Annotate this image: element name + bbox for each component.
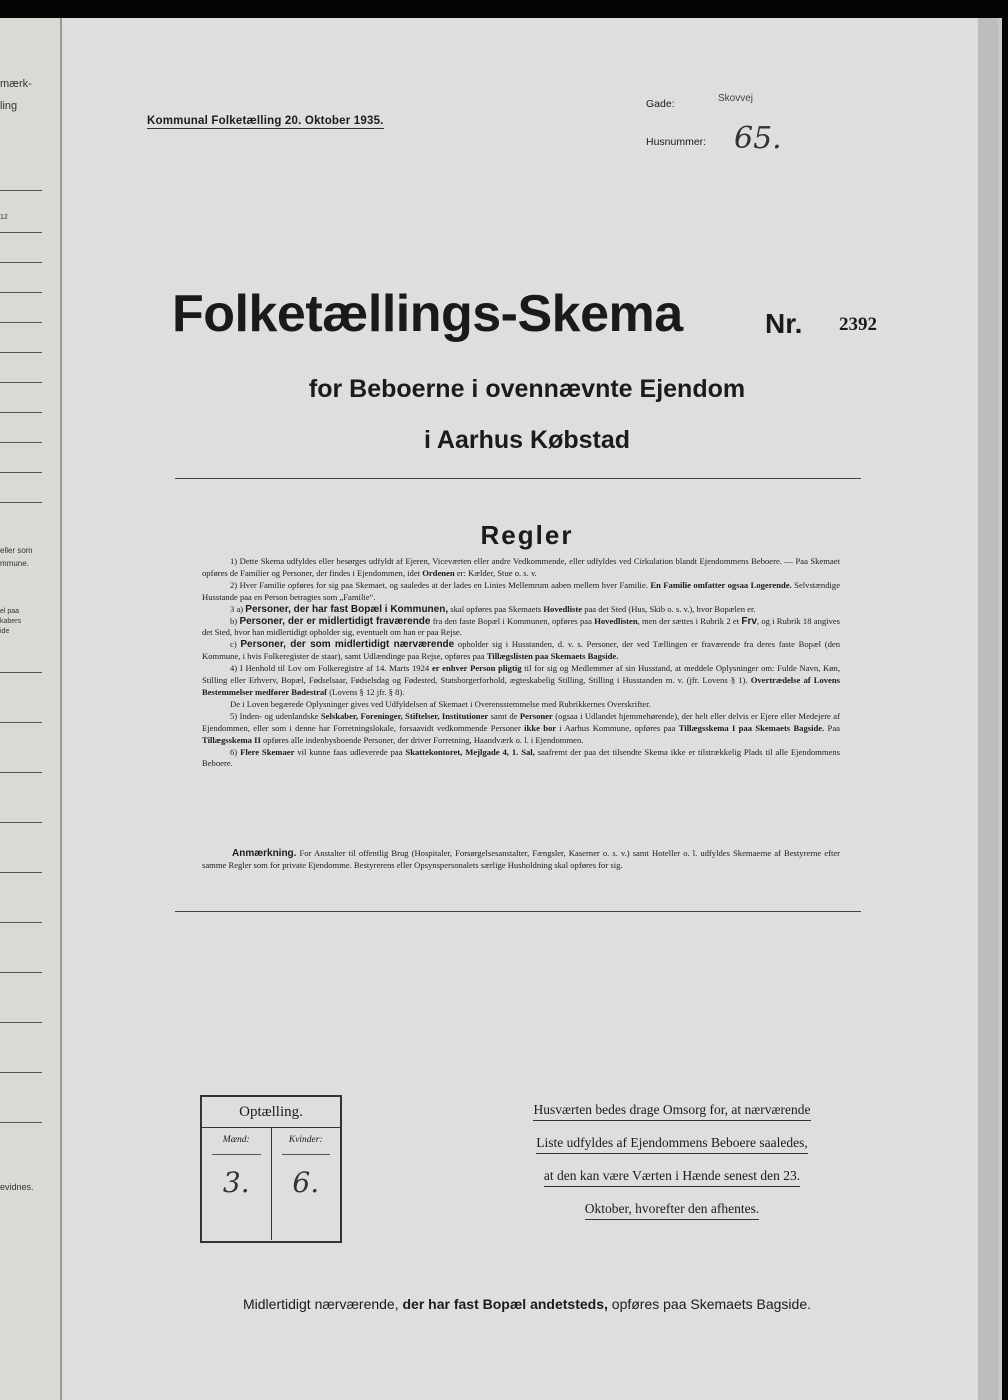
facing-page-rule [0, 190, 42, 191]
divider [175, 478, 861, 479]
count-box-title: Optælling. [202, 1097, 340, 1128]
facing-page-rule [0, 232, 42, 233]
facing-page-edge [0, 18, 62, 1400]
facing-page-rule [0, 822, 42, 823]
facing-page-rule [0, 672, 42, 673]
note-body: For Anstalter til offentlig Brug (Hospitaler, Forsørgelsesanstalter, Fængsler, Kaserner o. s. v.) samt Hoteller o. l. udfyldes Skemaerne af Bestyrerne efter samme Regler som for private Ejendomme. Bestyrerens eller Opsynspersonalets særlige Husholdning skal opføres for sig. [202, 848, 841, 870]
facing-page-rule [0, 412, 42, 413]
note-lead: Anmærkning. [232, 848, 297, 859]
footer-note: Midlertidigt nærværende, der har fast Bopæl andetsteds, opføres paa Skemaets Bagside. [242, 1296, 812, 1312]
rule-4: 4) I Henhold til Lov om Folkeregistre af 14. Marts 1924 er enhver Person pligtig til for sig og Medlemmer af sin Husstand, at meddele Oplysninger om: Fulde Navn, Køn, Stilling eller Erhverv, Bopæl, Fødselsaar, Fødselsdag og Fødested, Statsborgerforhold, ægteskabelig Stilling, Stilling i Husstanden m. v. (jfr. Lovens § 1). Overtrædelse af Lovens Bestemmelser medfører Bødestraf (Lovens § 12 jfr. § 8). [202, 663, 840, 697]
facing-page-rule [0, 922, 42, 923]
form-number-label: Nr. [765, 308, 803, 339]
facing-page-fragment: 12 [0, 214, 8, 221]
rules-heading: Regler [480, 520, 574, 550]
facing-page-rule [0, 502, 42, 503]
form-title: Folketællings-Skema [172, 285, 683, 343]
landlord-notice [502, 1102, 842, 1234]
women-count-value: 6. [292, 1166, 320, 1199]
notice-line: Oktober, hvorefter den afhentes. [585, 1201, 760, 1220]
facing-page-rule [0, 322, 42, 323]
cell-divider [212, 1154, 261, 1155]
facing-page-rule [0, 1022, 42, 1023]
men-count-cell [202, 1128, 271, 1240]
facing-page-rule [0, 1122, 42, 1123]
facing-page-fragment: mærk- [0, 78, 32, 90]
note-text [202, 848, 840, 872]
form-number-value: 2392 [839, 314, 877, 335]
facing-page-rule [0, 352, 42, 353]
notice-line: Husværten bedes drage Omsorg for, at nærværende [533, 1102, 810, 1121]
rules-text [202, 556, 840, 770]
facing-page-rule [0, 772, 42, 773]
rule-3a: 3 a) Personer, der har fast Bopæl i Kommunen, skal opføres paa Skemaets Hovedliste paa det Sted (Hus, Skib o. s. v.), hvor Bopælen er. [230, 603, 756, 615]
census-title: Kommunal Folketælling 20. Oktober 1935. [147, 115, 384, 127]
facing-page-rule [0, 262, 42, 263]
house-number-label: Husnummer: [646, 136, 707, 148]
street-label: Gade: [646, 98, 675, 110]
facing-page-rule [0, 722, 42, 723]
form-subtitle: for Beboerne i ovennævnte Ejendom [308, 375, 746, 403]
facing-page-rule [0, 382, 42, 383]
rule-1: 1) Dette Skema udfyldes eller besørges udfyldt af Ejeren, Viceværten eller andre Vedkommende, eller udfyldes ved Cirkulation blandt Ejendommens Beboere. — Paa Skemaet opføres de Familier og Personer, der findes i Ejendommen, idet Ordenen er: Kælder, Stue o. s. v. [202, 556, 840, 578]
facing-page-rule [0, 1072, 42, 1073]
women-count-cell [271, 1128, 341, 1240]
house-number-value: 65. [734, 121, 782, 156]
count-box [200, 1095, 342, 1243]
form-subtitle-city: i Aarhus Købstad [423, 426, 631, 454]
census-form-page [62, 18, 1002, 1400]
cell-divider [282, 1154, 331, 1155]
facing-page-rule [0, 442, 42, 443]
facing-page-fragment: eller som [0, 546, 33, 555]
rule-3b: b) Personer, der er midlertidigt fraværende fra den faste Bopæl i Kommunen, opføres paa Hovedlisten, men der sættes i Rubrik 2 et Frv, og i Rubrik 18 angives det Sted, hvor han midlertidigt opholder sig, eventuelt om han er paa Rejse. [202, 615, 841, 638]
facing-page-fragment: ling [0, 100, 18, 112]
men-count-value: 3. [222, 1166, 250, 1199]
facing-page-fragment: kabers [0, 618, 22, 625]
facing-page-fragment: evidnes. [0, 1182, 34, 1192]
facing-page-rule [0, 292, 42, 293]
divider [175, 911, 861, 912]
rule-4b: De i Loven begærede Oplysninger gives ved Udfyldelsen af Skemaet i Overensstemmelse med Rubrikkernes Overskrifter. [230, 698, 651, 709]
notice-line: Liste udfyldes af Ejendommens Beboere saaledes, [536, 1135, 807, 1154]
men-label: Mænd: [222, 1135, 250, 1145]
facing-page-fragment: el paa [0, 608, 20, 615]
facing-page-rule [0, 972, 42, 973]
street-value: Skovvej [718, 93, 754, 104]
facing-page-fragment: ide [0, 628, 10, 635]
women-label: Kvinder: [288, 1135, 323, 1145]
rule-6: 6) Flere Skemaer vil kunne faas udleverede paa Skattekontoret, Mejlgade 4, 1. Sal, saafremt der paa det tilsendte Skema ikke er tilstrækkelig Plads til alle Ejendommens Beboere. [202, 746, 841, 769]
facing-page-rule [0, 472, 42, 473]
rule-5: 5) Inden- og udenlandske Selskaber, Foreninger, Stiftelser, Institutioner samt de Personer (ogsaa i Udlandet hjemmehørende), der helt eller delvis er Ejere eller Medejere af Ejendommen, eller som i denne har Forretningslokale, forsaavidt vedkommende Personer ikke bor i Aarhus Kommune, opføres paa Tillægsskema I paa Skemaets Bagside. Paa Tillægsskema II opføres alle indenbysboende Personer, der driver Forretning, Haandværk o. l. i Ejendommen. [202, 710, 840, 745]
facing-page-fragment: mmune. [0, 559, 29, 568]
facing-page-rule [0, 872, 42, 873]
page-stack-edge [978, 18, 998, 1400]
rule-2: 2) Hver Familie opføres for sig paa Skemaet, og saaledes at der lades en Linies Mellemrum aaben mellem hver Familie. En Familie omfatter ogsaa Logerende. Selvstændige Husstande paa en Person betragtes som „Familie“. [202, 579, 841, 602]
notice-line: at den kan være Værten i Hænde senest den 23. [544, 1168, 800, 1187]
rule-3c: c) Personer, der som midlertidigt nærværende opholder sig i Husstanden, d. v. s. Personer, der ved Tællingen er fraværende fra deres faste Bopæl (den Kommune, i hvis Folkeregister de staar), samt Udlændinge paa Rejse, opføres paa Tillægslisten paa Skemaets Bagside. [202, 639, 840, 662]
